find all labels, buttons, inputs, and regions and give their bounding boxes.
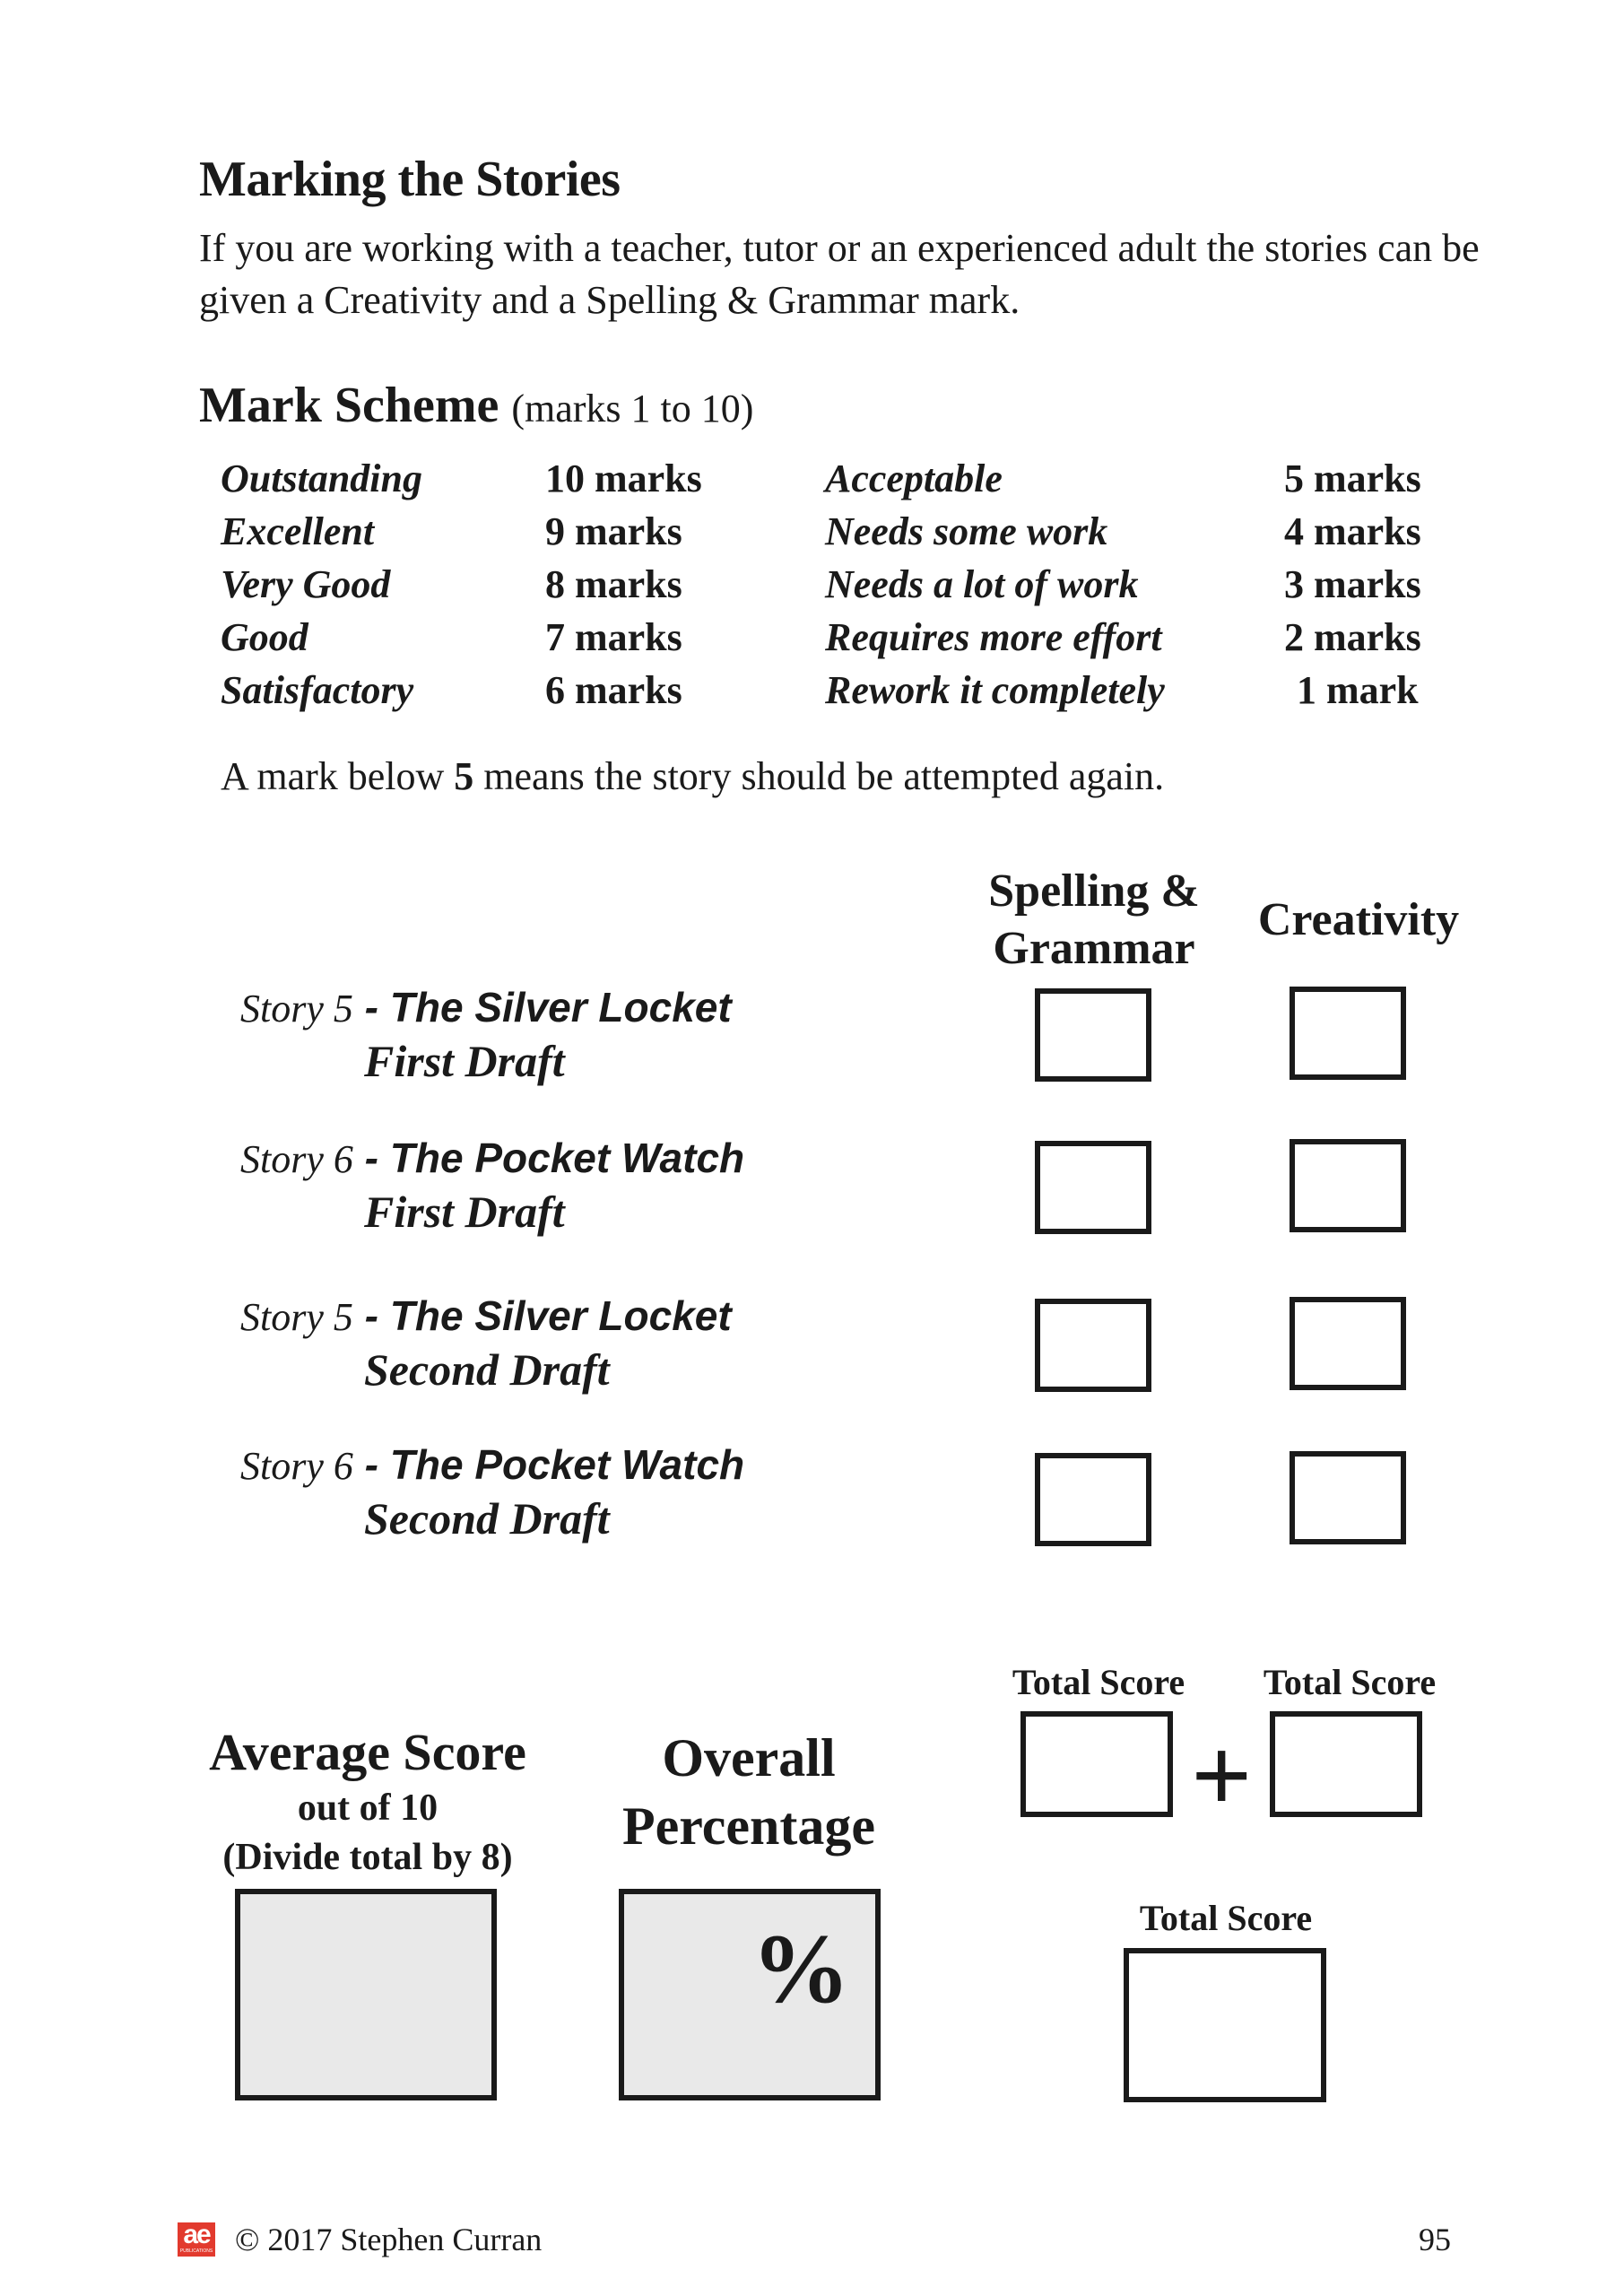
resubmit-note [221, 753, 1164, 799]
story-name: The Silver Locket [389, 1292, 732, 1339]
scheme-label: Good [221, 615, 308, 659]
copyright: © 2017 Stephen Curran [235, 2222, 543, 2257]
story-name: The Pocket Watch [389, 1441, 745, 1488]
scheme-label: Requires more effort [825, 615, 1162, 659]
total-score-label: Total Score [1263, 1662, 1437, 1702]
scheme-label: Satisfactory [221, 668, 414, 712]
scheme-label: Outstanding [221, 457, 422, 500]
story-name: The Silver Locket [389, 984, 732, 1031]
percent-sign-icon: % [751, 1914, 850, 2023]
grand-total-box[interactable] [1124, 1948, 1326, 2102]
logo-subtext: PUBLICATIONS [179, 2248, 213, 2254]
creativity-column-header: Creativity [1257, 894, 1460, 945]
scheme-label: Needs some work [825, 509, 1108, 553]
story-row [240, 1292, 732, 1396]
story-draft: First Draft [364, 1036, 565, 1086]
scheme-marks: 5 marks [1284, 457, 1421, 500]
story-draft: Second Draft [364, 1493, 610, 1544]
creativity-mark-box[interactable] [1290, 1451, 1406, 1544]
scheme-marks: 7 marks [545, 615, 682, 659]
story-separator: - [352, 1292, 390, 1339]
spelling-header-line2: Grammar [993, 923, 1195, 974]
overall-percentage-title [592, 1724, 906, 1860]
creativity-mark-box[interactable] [1290, 987, 1406, 1080]
scheme-label: Needs a lot of work [825, 562, 1139, 606]
story-title [240, 983, 732, 1031]
scheme-label: Acceptable [825, 457, 1003, 500]
story-separator: - [352, 984, 390, 1031]
note-threshold: 5 [454, 754, 474, 798]
story-draft: First Draft [364, 1187, 565, 1237]
note-text-after: means the story should be attempted again. [473, 754, 1165, 798]
spelling-mark-box[interactable] [1035, 1453, 1151, 1546]
scheme-marks: 10 marks [545, 457, 702, 500]
total-spelling-box[interactable] [1020, 1711, 1173, 1817]
spelling-mark-box[interactable] [1035, 1299, 1151, 1392]
scheme-label: Very Good [221, 562, 391, 606]
percentage-title-line2: Percentage [621, 1796, 876, 1856]
overall-percentage-box[interactable] [619, 1889, 881, 2100]
story-number: Story 5 [240, 987, 353, 1031]
intro-paragraph: If you are working with a teacher, tutor or an experienced adult the stories can be given a Creativity and a Spelling & Grammar mark. [199, 226, 1480, 322]
scheme-label: Excellent [221, 509, 375, 553]
total-creativity-box[interactable] [1270, 1711, 1422, 1817]
scheme-marks: 1 mark [1297, 668, 1419, 712]
scheme-label: Rework it completely [825, 668, 1165, 712]
spelling-grammar-column-header [968, 863, 1220, 978]
average-score-box[interactable] [235, 1889, 497, 2100]
creativity-mark-box[interactable] [1290, 1297, 1406, 1390]
publisher-logo [178, 2222, 215, 2257]
plus-icon: + [1191, 1716, 1253, 1835]
scheme-marks: 9 marks [545, 509, 682, 553]
scheme-marks: 6 marks [545, 668, 682, 712]
average-score-title: Average Score [209, 1723, 526, 1781]
percentage-title-line1: Overall [662, 1728, 836, 1787]
story-row [240, 1134, 744, 1238]
page-heading: Marking the Stories [199, 152, 621, 207]
scheme-marks: 4 marks [1284, 509, 1421, 553]
mark-scheme-heading: Mark Scheme [199, 378, 499, 433]
spelling-header-line1: Spelling & [988, 865, 1200, 917]
average-score-subtitle: out of 10 [297, 1787, 439, 1829]
scheme-marks: 3 marks [1284, 562, 1421, 606]
mark-scheme-subtitle: (marks 1 to 10) [511, 387, 754, 430]
story-number: Story 6 [240, 1137, 353, 1181]
total-score-label: Total Score [1012, 1662, 1185, 1702]
note-text-before: A mark below [221, 754, 455, 798]
average-score-instruction: (Divide total by 8) [222, 1837, 513, 1878]
mark-scheme-title [199, 377, 753, 434]
story-title [240, 1134, 744, 1182]
creativity-mark-box[interactable] [1290, 1139, 1406, 1232]
story-row [240, 983, 732, 1087]
spelling-mark-box[interactable] [1035, 988, 1151, 1082]
scheme-marks: 8 marks [545, 562, 682, 606]
spelling-mark-box[interactable] [1035, 1141, 1151, 1234]
page-number: 95 [1419, 2222, 1451, 2257]
story-number: Story 5 [240, 1295, 353, 1339]
story-name: The Pocket Watch [389, 1135, 745, 1181]
story-separator: - [352, 1441, 390, 1488]
grand-total-label: Total Score [1139, 1898, 1313, 1938]
story-row [240, 1440, 744, 1544]
story-title [240, 1292, 732, 1340]
story-draft: Second Draft [364, 1344, 610, 1395]
scheme-marks: 2 marks [1284, 615, 1421, 659]
logo-text: ae [183, 2220, 210, 2249]
story-number: Story 6 [240, 1444, 353, 1488]
story-title [240, 1440, 744, 1489]
story-separator: - [352, 1135, 390, 1181]
